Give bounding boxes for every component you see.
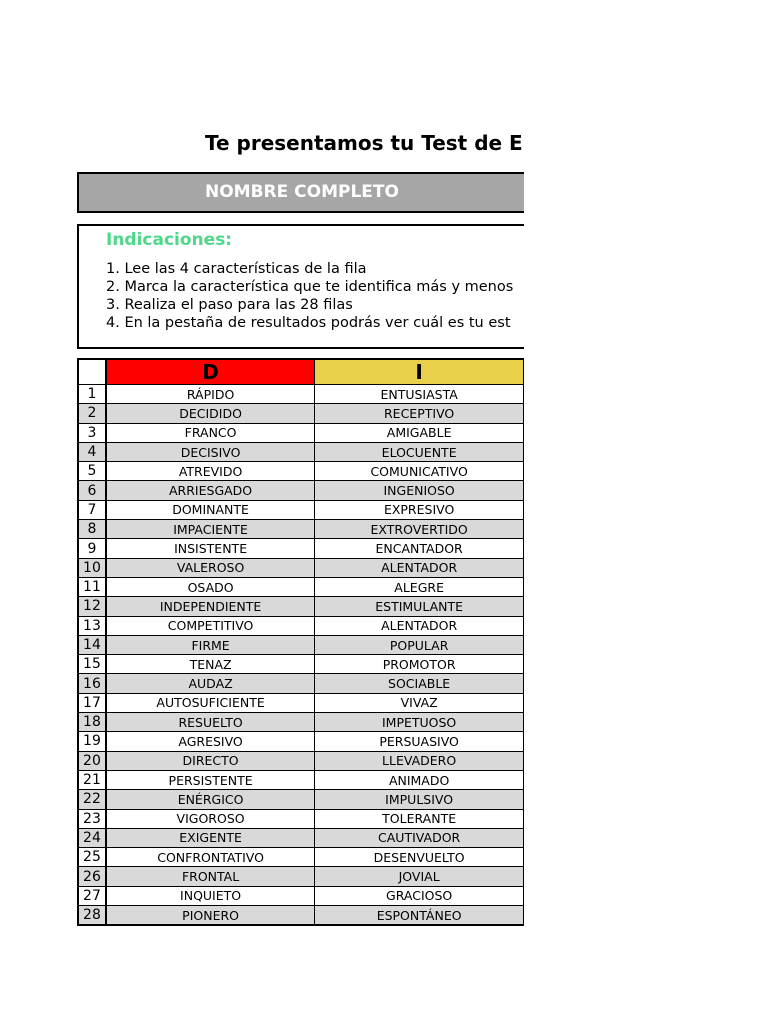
- row-number: 18: [78, 713, 106, 732]
- row-number: 14: [78, 635, 106, 654]
- indication-item: 4. En la pestaña de resultados podrás ver cuál es tu est: [106, 315, 511, 331]
- row-number: 21: [78, 770, 106, 789]
- cell-i-trait[interactable]: ELOCUENTE: [315, 442, 524, 461]
- table-row: [78, 539, 524, 558]
- row-number: 24: [78, 828, 106, 847]
- cell-d-trait[interactable]: INQUIETO: [106, 886, 315, 905]
- row-number: 5: [78, 462, 106, 481]
- cell-d-trait[interactable]: EXIGENTE: [106, 828, 315, 847]
- cell-i-trait[interactable]: INGENIOSO: [315, 481, 524, 500]
- indication-item: 3. Realiza el paso para las 28 filas: [106, 297, 353, 313]
- indication-item: 1. Lee las 4 características de la fila: [106, 261, 367, 277]
- cell-i-trait[interactable]: GRACIOSO: [315, 886, 524, 905]
- name-header-label: NOMBRE COMPLETO: [205, 182, 399, 202]
- table-row: [78, 385, 524, 404]
- column-header-d: D: [106, 359, 315, 385]
- row-number: 26: [78, 867, 106, 886]
- table-row: [78, 751, 524, 770]
- indications-title: Indicaciones:: [106, 230, 233, 250]
- cell-d-trait[interactable]: PERSISTENTE: [106, 770, 315, 789]
- table-row: [78, 404, 524, 423]
- cell-i-trait[interactable]: RECEPTIVO: [315, 404, 524, 423]
- cell-i-trait[interactable]: ALENTADOR: [315, 558, 524, 577]
- cell-i-trait[interactable]: EXTROVERTIDO: [315, 520, 524, 539]
- table-row: [78, 867, 524, 886]
- cell-d-trait[interactable]: INSISTENTE: [106, 539, 315, 558]
- cell-i-trait[interactable]: SOCIABLE: [315, 674, 524, 693]
- table-row: [78, 520, 524, 539]
- table-row: [78, 886, 524, 905]
- row-number: 23: [78, 809, 106, 828]
- cell-d-trait[interactable]: AUDAZ: [106, 674, 315, 693]
- cell-d-trait[interactable]: IMPACIENTE: [106, 520, 315, 539]
- table-row: [78, 828, 524, 847]
- cell-d-trait[interactable]: AGRESIVO: [106, 732, 315, 751]
- cell-d-trait[interactable]: DECIDIDO: [106, 404, 315, 423]
- cell-d-trait[interactable]: VIGOROSO: [106, 809, 315, 828]
- cell-i-trait[interactable]: CAUTIVADOR: [315, 828, 524, 847]
- cell-i-trait[interactable]: IMPULSIVO: [315, 790, 524, 809]
- cell-i-trait[interactable]: COMUNICATIVO: [315, 462, 524, 481]
- table-row: [78, 848, 524, 867]
- table-row: [78, 732, 524, 751]
- row-number: 3: [78, 423, 106, 442]
- indications-box: [77, 224, 524, 349]
- table-row: [78, 674, 524, 693]
- row-number: 11: [78, 577, 106, 596]
- cell-d-trait[interactable]: VALEROSO: [106, 558, 315, 577]
- cell-d-trait[interactable]: FRONTAL: [106, 867, 315, 886]
- row-number: 19: [78, 732, 106, 751]
- cell-i-trait[interactable]: EXPRESIVO: [315, 500, 524, 519]
- cell-i-trait[interactable]: PROMOTOR: [315, 655, 524, 674]
- row-number: 1: [78, 385, 106, 404]
- cell-i-trait[interactable]: VIVAZ: [315, 693, 524, 712]
- row-number: 12: [78, 597, 106, 616]
- table-row: [78, 423, 524, 442]
- row-number: 17: [78, 693, 106, 712]
- cell-d-trait[interactable]: RÁPIDO: [106, 385, 315, 404]
- table-row: [78, 442, 524, 461]
- row-number: 7: [78, 500, 106, 519]
- name-header-box: [77, 172, 524, 213]
- row-number: 16: [78, 674, 106, 693]
- table-row: [78, 693, 524, 712]
- cell-i-trait[interactable]: LLEVADERO: [315, 751, 524, 770]
- table-row: [78, 481, 524, 500]
- page-title: Te presentamos tu Test de E: [205, 131, 523, 155]
- cell-d-trait[interactable]: OSADO: [106, 577, 315, 596]
- cell-i-trait[interactable]: ALEGRE: [315, 577, 524, 596]
- cell-i-trait[interactable]: JOVIAL: [315, 867, 524, 886]
- cell-i-trait[interactable]: ENCANTADOR: [315, 539, 524, 558]
- row-number: 15: [78, 655, 106, 674]
- table-row: [78, 809, 524, 828]
- table-row: [78, 577, 524, 596]
- indication-item: 2. Marca la característica que te identifica más y menos: [106, 279, 514, 295]
- cell-d-trait[interactable]: DECISIVO: [106, 442, 315, 461]
- row-number: 9: [78, 539, 106, 558]
- table-row: [78, 713, 524, 732]
- traits-table: [77, 358, 524, 926]
- cell-i-trait[interactable]: DESENVUELTO: [315, 848, 524, 867]
- cell-i-trait[interactable]: TOLERANTE: [315, 809, 524, 828]
- cell-d-trait[interactable]: ATREVIDO: [106, 462, 315, 481]
- cell-i-trait[interactable]: PERSUASIVO: [315, 732, 524, 751]
- cell-d-trait[interactable]: FRANCO: [106, 423, 315, 442]
- row-number: 25: [78, 848, 106, 867]
- row-number: 28: [78, 906, 106, 926]
- cell-d-trait[interactable]: CONFRONTATIVO: [106, 848, 315, 867]
- cell-d-trait[interactable]: RESUELTO: [106, 713, 315, 732]
- indications-list: [106, 260, 513, 332]
- table-header-row: [78, 359, 524, 385]
- cell-d-trait[interactable]: PIONERO: [106, 906, 315, 926]
- cell-i-trait[interactable]: ALENTADOR: [315, 616, 524, 635]
- table-row: [78, 597, 524, 616]
- table-row: [78, 616, 524, 635]
- cell-i-trait[interactable]: ESTIMULANTE: [315, 597, 524, 616]
- row-number: 8: [78, 520, 106, 539]
- cell-d-trait[interactable]: INDEPENDIENTE: [106, 597, 315, 616]
- corner-cell: [78, 359, 106, 385]
- table-row: [78, 770, 524, 789]
- table-row: [78, 462, 524, 481]
- row-number: 20: [78, 751, 106, 770]
- cell-d-trait[interactable]: DOMINANTE: [106, 500, 315, 519]
- cell-i-trait[interactable]: IMPETUOSO: [315, 713, 524, 732]
- cell-i-trait[interactable]: ANIMADO: [315, 770, 524, 789]
- cell-d-trait[interactable]: AUTOSUFICIENTE: [106, 693, 315, 712]
- cell-i-trait[interactable]: ESPONTÁNEO: [315, 906, 524, 926]
- table-row: [78, 790, 524, 809]
- cell-d-trait[interactable]: COMPETITIVO: [106, 616, 315, 635]
- cell-d-trait[interactable]: ENÉRGICO: [106, 790, 315, 809]
- cell-d-trait[interactable]: TENAZ: [106, 655, 315, 674]
- cell-d-trait[interactable]: ARRIESGADO: [106, 481, 315, 500]
- cell-i-trait[interactable]: ENTUSIASTA: [315, 385, 524, 404]
- table-row: [78, 655, 524, 674]
- row-number: 22: [78, 790, 106, 809]
- table-row: [78, 558, 524, 577]
- table-row: [78, 906, 524, 926]
- row-number: 27: [78, 886, 106, 905]
- column-header-i: I: [315, 359, 524, 385]
- row-number: 6: [78, 481, 106, 500]
- table-row: [78, 635, 524, 654]
- row-number: 4: [78, 442, 106, 461]
- cell-i-trait[interactable]: AMIGABLE: [315, 423, 524, 442]
- cell-i-trait[interactable]: POPULAR: [315, 635, 524, 654]
- row-number: 2: [78, 404, 106, 423]
- row-number: 13: [78, 616, 106, 635]
- row-number: 10: [78, 558, 106, 577]
- cell-d-trait[interactable]: DIRECTO: [106, 751, 315, 770]
- cell-d-trait[interactable]: FIRME: [106, 635, 315, 654]
- table-row: [78, 500, 524, 519]
